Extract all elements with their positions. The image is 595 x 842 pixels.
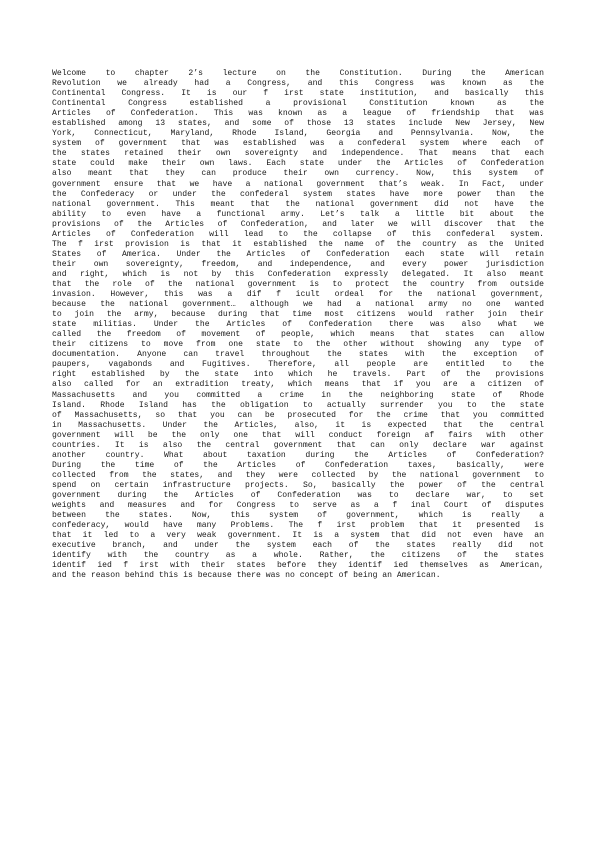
text-line: documentation. Anyone can travel throughout the states with the exception of (52, 350, 544, 360)
text-line: Revolution we already had a Congress, and this Congress was known as the (52, 79, 544, 89)
text-line: spend on certain infrastructure projects. So, basically the power of the central (52, 480, 544, 490)
text-line: government during the Articles of Confederation was to declare war, to set (52, 490, 544, 500)
text-line: that it led to a very weak government. It is a system that did not even have an (52, 531, 544, 541)
text-line: and the reason behind this is because there was no concept of being an American. (52, 571, 441, 581)
text-line: During the time of the Articles of Confederation taxes, basically, were (52, 460, 544, 470)
text-line: confederacy, would have many Problems. The f irst problem that it presented is (52, 521, 544, 531)
text-line: their citizens to move from one state to the other without showing any type of (52, 340, 544, 350)
text-line: called the freedom of movement of people, which means that states can allow (52, 330, 544, 340)
text-line: identif ied f irst with their states before they identif ied themselves as American, (52, 561, 544, 571)
text-line: Massachusetts and you committed a crime in the neighboring state of Rhode (52, 390, 544, 400)
text-line: Welcome to chapter 2’s lecture on the Constitution. During the American (52, 69, 544, 78)
text-line: the Confederacy or under the confederal system states have more power than the (52, 189, 544, 199)
text-line: also called for an extradition treaty, which means that if you are a citizen of (52, 380, 544, 390)
text-line: Island. Rhode Island has the obligation to actually surrender you to the state (52, 400, 544, 410)
text-line: system of government that was established was a confederal system where each of (52, 139, 544, 149)
text-line: ability to even have a functional army. Let’s talk a little bit about the (52, 209, 544, 219)
lecture-transcript-text (52, 69, 544, 581)
text-line: national government. This meant that the national government did not have the (52, 199, 544, 209)
text-line: Continental Congress. It is our f irst state institution, and basically this (52, 89, 544, 99)
text-line: that the role of the national government is to protect the country from outside (52, 279, 544, 289)
text-line: established among 13 states, and some of those 13 states include New Jersey, New (52, 119, 544, 129)
text-line: Articles of Confederation will lead to the collapse of this confederal system. (52, 229, 544, 239)
text-line: of Massachusetts, so that you can be prosecuted for the crime that you committed (52, 410, 544, 420)
text-line: state militias. Under the Articles of Confederation there was also what we (52, 320, 544, 330)
text-line: executive branch, and under the system each of the states really did not (52, 541, 544, 551)
text-line: The f irst provision is that it established the name of the country as the United (52, 239, 544, 249)
text-line: also meant that they can produce their own currency. Now, this system of (52, 169, 544, 179)
text-line: the states retained their own sovereignty and independence. That means that each (52, 149, 544, 159)
text-line: York, Connecticut, Maryland, Rhode Island, Georgia and Pennsylvania. Now, the (52, 129, 544, 139)
text-line: invasion. However, this was a dif f icult ordeal for the national government, (52, 290, 544, 300)
text-line: States of America. Under the Articles of Confederation each state will retain (52, 249, 544, 259)
text-line: right established by the state into which he travels. Part of the provisions (52, 370, 544, 380)
text-line: countries. It is also the central government that can only declare war against (52, 440, 544, 450)
text-line: to join the army, because during that time most citizens would rather join their (52, 310, 544, 320)
text-line: between the states. Now, this system of government, which is really a (52, 511, 544, 521)
text-line: Articles of Confederation. This was known as a league of friendship that was (52, 109, 544, 119)
text-line: weights and measures and for Congress to serve as a f inal Court of disputes (52, 501, 544, 511)
text-line: government ensure that we have a national government that’s weak. In Fact, under (52, 179, 544, 189)
text-line: collected from the states, and they were collected by the national government to (52, 470, 544, 480)
text-line: Continental Congress established a provisional Constitution known as the (52, 99, 544, 109)
text-line: provisions of the Articles of Confederation, and later we will discover that the (52, 219, 544, 229)
text-line: government will be the only one that will conduct foreign af fairs with other (52, 430, 544, 440)
text-line: in Massachusetts. Under the Articles, also, it is expected that the central (52, 420, 544, 430)
text-line: because the national government… although we had a national army no one wanted (52, 300, 544, 310)
text-line: their own sovereignty, freedom, and independence, and every power jurisdiction (52, 259, 544, 269)
text-line: state could make their own laws. Each state under the Articles of Confederation (52, 159, 544, 169)
text-line: another country. What about taxation during the Articles of Confederation? (52, 450, 544, 460)
text-line: paupers, vagabonds and Fugitives. Therefore, all people are entitled to the (52, 360, 544, 370)
text-line: identify with the country as a whole. Rather, the citizens of the states (52, 551, 544, 561)
text-line: and right, which is not by this Confederation expressly delegated. It also meant (52, 269, 544, 279)
